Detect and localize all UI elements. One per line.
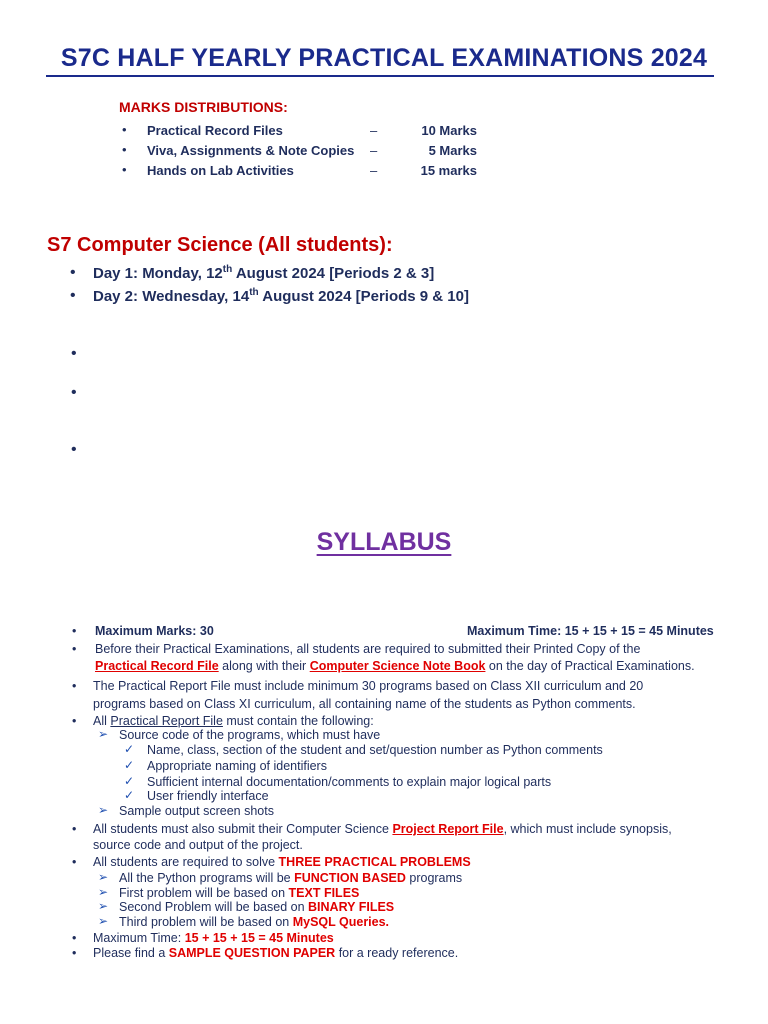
binary-files-item: Second Problem will be based on BINARY FILES bbox=[119, 900, 395, 914]
maximum-time-line: Maximum Time: 15 + 15 + 15 = 45 Minutes bbox=[93, 931, 334, 945]
report-file-requirement-line1: The Practical Report File must include minimum 30 programs based on Class XII curriculum and 20 bbox=[93, 679, 644, 693]
syllabus-heading: SYLLABUS bbox=[316, 528, 452, 556]
empty-bullet-icon: • bbox=[71, 345, 77, 362]
record-file-instruction-line1: Before their Practical Examinations, all students are required to submitted their Printed Copy of the bbox=[95, 642, 641, 656]
day-2-schedule: Day 2: Wednesday, 14th August 2024 [Periods 9 & 10] bbox=[93, 287, 469, 305]
source-code-item: Source code of the programs, which must have bbox=[119, 728, 381, 742]
practical-record-file-link[interactable]: Practical Record File bbox=[95, 659, 219, 673]
marks-item-label: Practical Record Files bbox=[147, 123, 283, 138]
marks-item-label: Hands on Lab Activities bbox=[147, 163, 294, 178]
cs-note-book-link[interactable]: Computer Science Note Book bbox=[309, 659, 486, 673]
marks-item-value: 15 marks bbox=[420, 163, 477, 178]
sample-output-item: Sample output screen shots bbox=[119, 804, 274, 818]
empty-bullet-icon: • bbox=[71, 441, 77, 458]
bullet-icon: • bbox=[72, 679, 77, 693]
report-file-contents-intro: All Practical Report File must contain the following: bbox=[93, 714, 374, 728]
bullet-icon: • bbox=[70, 264, 76, 281]
page-title: S7C HALF YEARLY PRACTICAL EXAMINATIONS 2024 bbox=[60, 44, 708, 72]
practical-problems-intro: All students are required to solve THREE PRACTICAL PROBLEMS bbox=[93, 855, 471, 869]
check-item: Sufficient internal documentation/comments to explain major logical parts bbox=[147, 775, 552, 789]
marks-item-value: 5 Marks bbox=[428, 143, 477, 158]
marks-item-dash: – bbox=[370, 163, 378, 178]
arrow-icon: ➢ bbox=[98, 727, 109, 741]
bullet-icon: • bbox=[122, 122, 127, 137]
check-icon: ✓ bbox=[124, 788, 135, 802]
arrow-icon: ➢ bbox=[98, 803, 109, 817]
mysql-queries-item: Third problem will be based on MySQL Queries. bbox=[119, 915, 390, 929]
check-icon: ✓ bbox=[124, 774, 135, 788]
report-file-requirement-line2: programs based on Class XI curriculum, all containing name of the students as Python comments. bbox=[93, 697, 636, 711]
arrow-icon: ➢ bbox=[98, 899, 109, 913]
practical-report-file-link[interactable]: Practical Report File bbox=[110, 714, 223, 728]
record-file-instruction-line2: Practical Record File along with their Computer Science Note Book on the day of Practical Examinations. bbox=[95, 659, 695, 673]
function-based-item: All the Python programs will be FUNCTION BASED programs bbox=[119, 871, 463, 885]
max-time: Maximum Time: 15 + 15 + 15 = 45 Minutes bbox=[467, 624, 714, 638]
check-icon: ✓ bbox=[124, 742, 135, 756]
day-1-schedule: Day 1: Monday, 12th August 2024 [Periods 2 & 3] bbox=[93, 264, 435, 282]
cs-section-heading: S7 Computer Science (All students): bbox=[47, 234, 393, 256]
project-report-instruction-line1: All students must also submit their Computer Science Project Report File, which must include synopsis, bbox=[93, 822, 672, 836]
bullet-icon: • bbox=[70, 287, 76, 304]
project-report-file-link[interactable]: Project Report File bbox=[392, 822, 504, 836]
marks-distribution-heading: MARKS DISTRIBUTIONS: bbox=[119, 99, 288, 115]
sample-paper-line: Please find a SAMPLE QUESTION PAPER for a ready reference. bbox=[93, 946, 459, 960]
marks-item-dash: – bbox=[370, 123, 378, 138]
max-marks: Maximum Marks: 30 bbox=[95, 624, 214, 638]
check-item: Appropriate naming of identifiers bbox=[147, 759, 327, 773]
bullet-icon: • bbox=[72, 642, 77, 656]
marks-item-dash: – bbox=[370, 143, 378, 158]
bullet-icon: • bbox=[122, 162, 127, 177]
title-underline bbox=[46, 75, 714, 77]
arrow-icon: ➢ bbox=[98, 870, 109, 884]
check-item: User friendly interface bbox=[147, 789, 269, 803]
arrow-icon: ➢ bbox=[98, 885, 109, 899]
arrow-icon: ➢ bbox=[98, 914, 109, 928]
bullet-icon: • bbox=[72, 946, 77, 960]
check-icon: ✓ bbox=[124, 758, 135, 772]
bullet-icon: • bbox=[72, 624, 77, 638]
empty-bullet-icon: • bbox=[71, 384, 77, 401]
bullet-icon: • bbox=[122, 142, 127, 157]
bullet-icon: • bbox=[72, 931, 77, 945]
check-item: Name, class, section of the student and set/question number as Python comments bbox=[147, 743, 603, 757]
marks-item-value: 10 Marks bbox=[421, 123, 477, 138]
bullet-icon: • bbox=[72, 714, 77, 728]
marks-item-label: Viva, Assignments & Note Copies bbox=[147, 143, 355, 158]
bullet-icon: • bbox=[72, 855, 77, 869]
project-report-instruction-line2: source code and output of the project. bbox=[93, 838, 303, 852]
bullet-icon: • bbox=[72, 822, 77, 836]
text-files-item: First problem will be based on TEXT FILES bbox=[119, 886, 360, 900]
